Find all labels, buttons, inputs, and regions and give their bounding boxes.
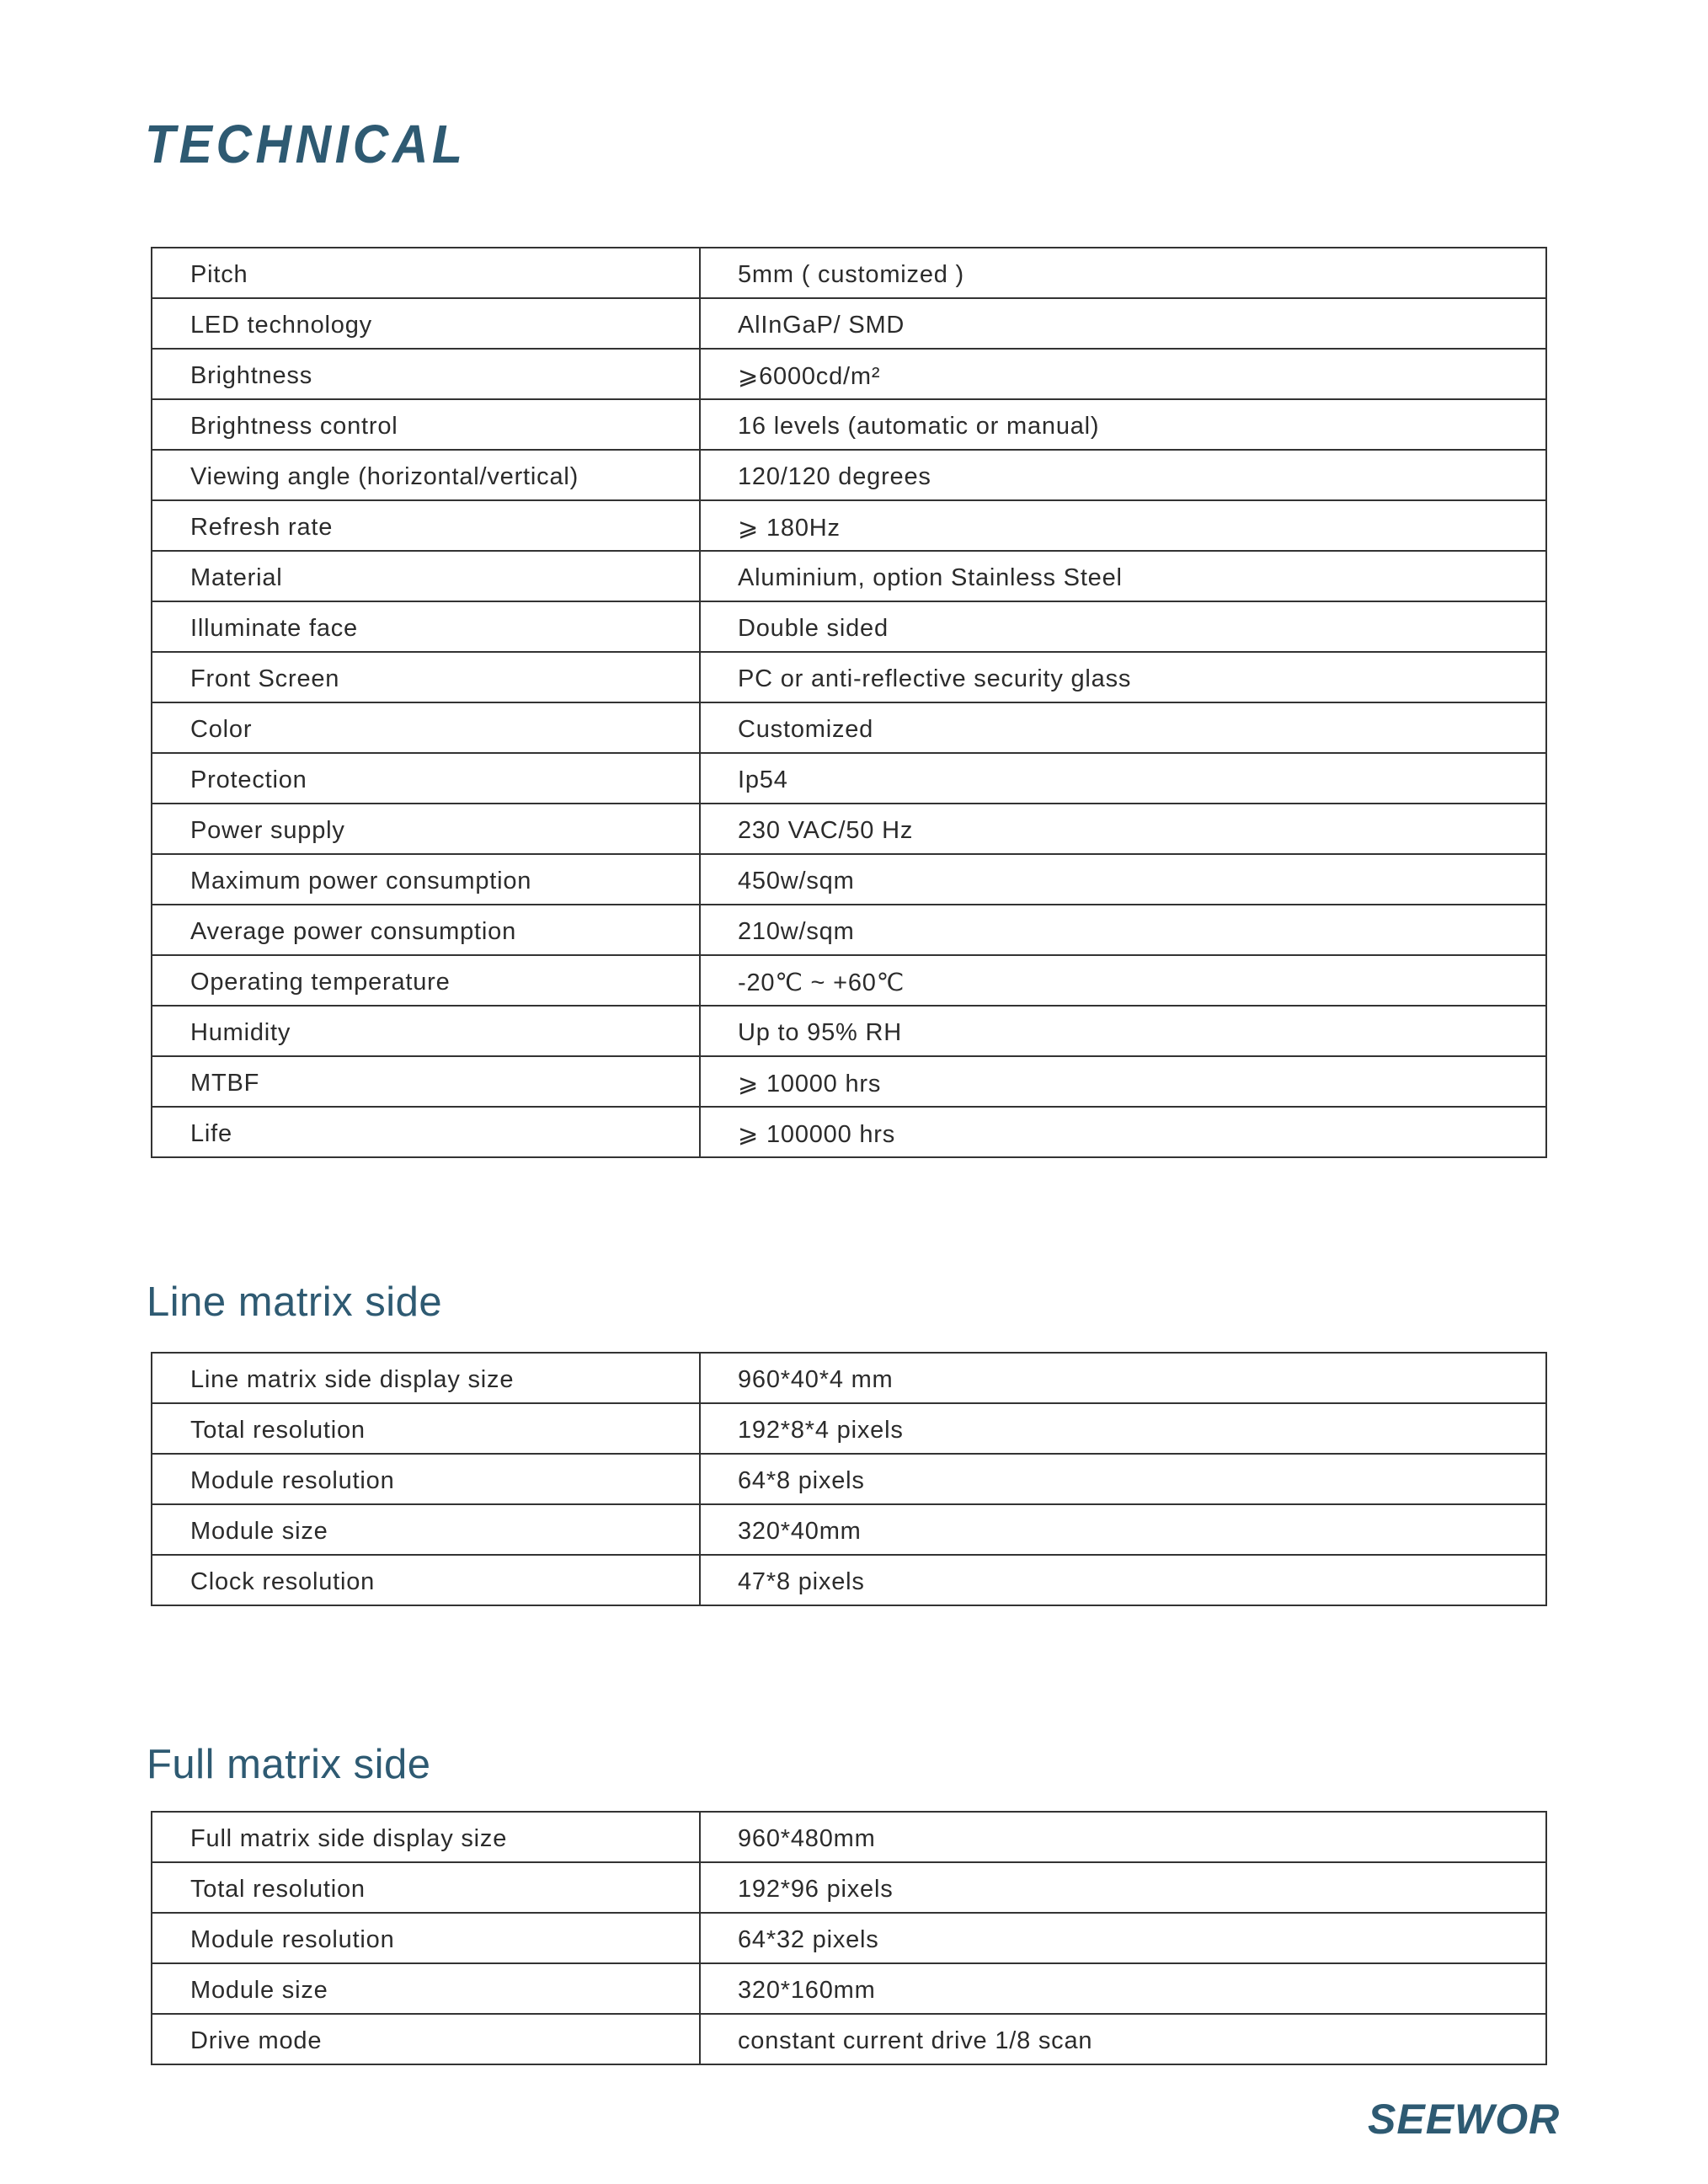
- spec-value: 320*160mm: [700, 1963, 1546, 2014]
- spec-label: Clock resolution: [152, 1555, 700, 1605]
- spec-label: Illuminate face: [152, 601, 700, 652]
- seewor-logo: SEEWOR: [1368, 2096, 1561, 2143]
- spec-row: [152, 1056, 1546, 1107]
- spec-label: Total resolution: [152, 1403, 700, 1454]
- spec-value: 960*40*4 mm: [700, 1353, 1546, 1403]
- spec-row: [152, 298, 1546, 349]
- spec-label: Operating temperature: [152, 955, 700, 1006]
- spec-row: [152, 955, 1546, 1006]
- spec-value: 64*32 pixels: [700, 1913, 1546, 1963]
- spec-label: Module size: [152, 1504, 700, 1555]
- spec-row: [152, 753, 1546, 804]
- spec-value: 120/120 degrees: [700, 450, 1546, 500]
- spec-value: 450w/sqm: [700, 854, 1546, 905]
- spec-row: [152, 1812, 1546, 1862]
- spec-row: [152, 1504, 1546, 1555]
- spec-value: Ip54: [700, 753, 1546, 804]
- spec-label: Module resolution: [152, 1454, 700, 1504]
- spec-label: Pitch: [152, 248, 700, 298]
- spec-value: 16 levels (automatic or manual): [700, 399, 1546, 450]
- spec-label: MTBF: [152, 1056, 700, 1107]
- spec-label: Brightness control: [152, 399, 700, 450]
- spec-row: [152, 1555, 1546, 1605]
- page-title: TECHNICAL: [145, 114, 467, 174]
- spec-label: Material: [152, 551, 700, 601]
- spec-row: [152, 1403, 1546, 1454]
- spec-value: PC or anti-reflective security glass: [700, 652, 1546, 702]
- spec-value: ⩾ 180Hz: [700, 500, 1546, 551]
- spec-value: ⩾6000cd/m²: [700, 349, 1546, 399]
- line-matrix-spec-table: [151, 1352, 1547, 1606]
- spec-value: 47*8 pixels: [700, 1555, 1546, 1605]
- spec-row: [152, 905, 1546, 955]
- spec-label: Module size: [152, 1963, 700, 2014]
- spec-value: 210w/sqm: [700, 905, 1546, 955]
- spec-value: ⩾ 100000 hrs: [700, 1107, 1546, 1157]
- spec-row: [152, 2014, 1546, 2064]
- spec-label: Drive mode: [152, 2014, 700, 2064]
- line-matrix-heading: Line matrix side: [147, 1279, 443, 1325]
- spec-label: Power supply: [152, 804, 700, 854]
- spec-row: [152, 1454, 1546, 1504]
- spec-value: 192*8*4 pixels: [700, 1403, 1546, 1454]
- spec-label: Total resolution: [152, 1862, 700, 1913]
- spec-row: [152, 399, 1546, 450]
- spec-row: [152, 1963, 1546, 2014]
- spec-row: [152, 248, 1546, 298]
- spec-value: Up to 95% RH: [700, 1006, 1546, 1056]
- spec-label: Color: [152, 702, 700, 753]
- spec-label: Maximum power consumption: [152, 854, 700, 905]
- spec-row: [152, 349, 1546, 399]
- spec-row: [152, 1006, 1546, 1056]
- spec-label: Brightness: [152, 349, 700, 399]
- spec-row: [152, 854, 1546, 905]
- spec-value: ⩾ 10000 hrs: [700, 1056, 1546, 1107]
- spec-row: [152, 1862, 1546, 1913]
- spec-label: Module resolution: [152, 1913, 700, 1963]
- spec-row: [152, 450, 1546, 500]
- spec-value: 960*480mm: [700, 1812, 1546, 1862]
- spec-label: Full matrix side display size: [152, 1812, 700, 1862]
- spec-label: LED technology: [152, 298, 700, 349]
- spec-label: Average power consumption: [152, 905, 700, 955]
- spec-value: 5mm ( customized ): [700, 248, 1546, 298]
- spec-value: 320*40mm: [700, 1504, 1546, 1555]
- spec-value: constant current drive 1/8 scan: [700, 2014, 1546, 2064]
- spec-value: Customized: [700, 702, 1546, 753]
- spec-row: [152, 804, 1546, 854]
- spec-row: [152, 702, 1546, 753]
- spec-value: 230 VAC/50 Hz: [700, 804, 1546, 854]
- spec-value: -20℃ ~ +60℃: [700, 955, 1546, 1006]
- spec-row: [152, 500, 1546, 551]
- spec-value: AlInGaP/ SMD: [700, 298, 1546, 349]
- spec-row: [152, 551, 1546, 601]
- spec-label: Line matrix side display size: [152, 1353, 700, 1403]
- spec-row: [152, 652, 1546, 702]
- spec-label: Life: [152, 1107, 700, 1157]
- spec-row: [152, 601, 1546, 652]
- spec-value: 192*96 pixels: [700, 1862, 1546, 1913]
- spec-value: Double sided: [700, 601, 1546, 652]
- spec-label: Front Screen: [152, 652, 700, 702]
- spec-label: Humidity: [152, 1006, 700, 1056]
- technical-spec-table: [151, 247, 1547, 1158]
- spec-value: 64*8 pixels: [700, 1454, 1546, 1504]
- spec-value: Aluminium, option Stainless Steel: [700, 551, 1546, 601]
- full-matrix-spec-table: [151, 1811, 1547, 2065]
- spec-row: [152, 1107, 1546, 1157]
- spec-label: Protection: [152, 753, 700, 804]
- spec-row: [152, 1913, 1546, 1963]
- full-matrix-heading: Full matrix side: [147, 1742, 431, 1787]
- spec-row: [152, 1353, 1546, 1403]
- spec-label: Refresh rate: [152, 500, 700, 551]
- spec-label: Viewing angle (horizontal/vertical): [152, 450, 700, 500]
